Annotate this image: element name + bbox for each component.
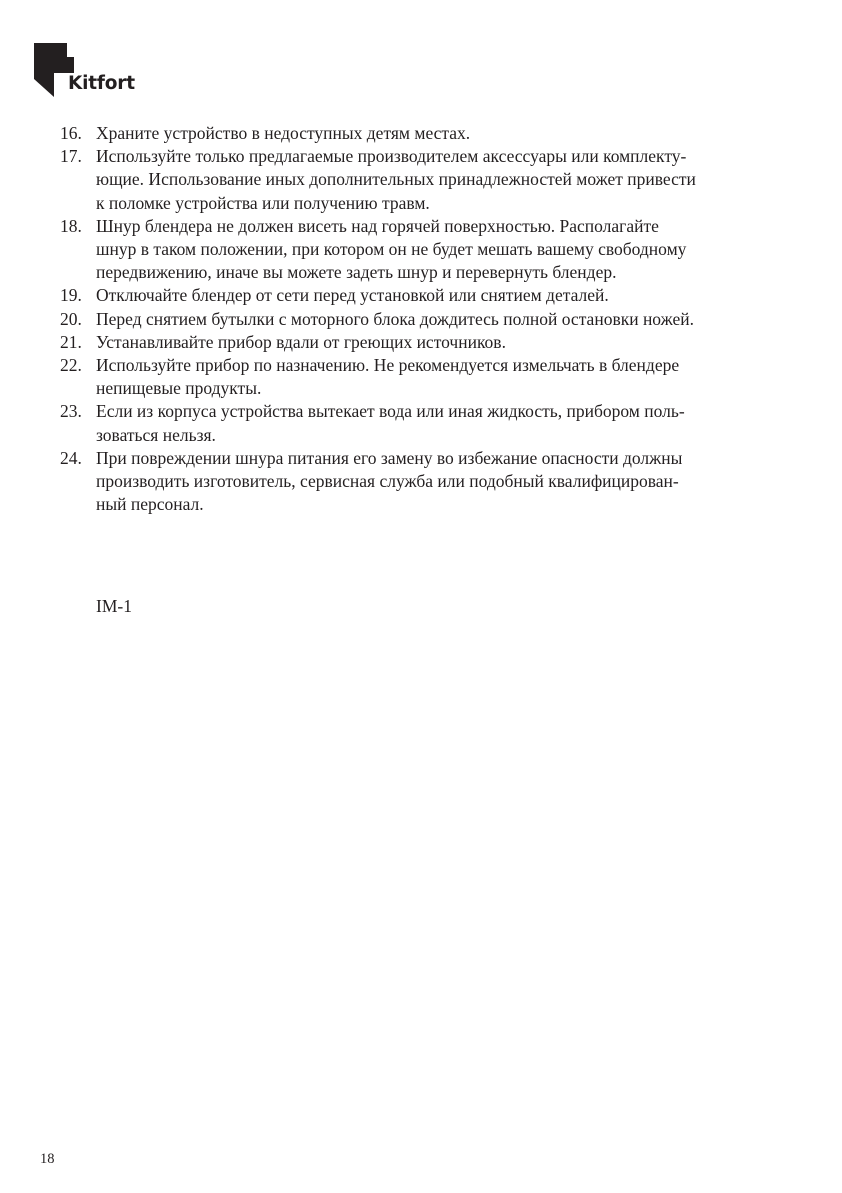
model-code: IM-1 xyxy=(96,596,132,616)
list-item-line: производить изготовитель, сервисная служба или подобный квалифицирован- xyxy=(96,471,679,491)
page-number: 18 xyxy=(40,1151,55,1167)
list-item-line: зоваться нельзя. xyxy=(96,424,216,445)
list-item-line: ющие. Использование иных дополнительных принадлежностей может привести xyxy=(96,169,696,190)
list-item-number: 24. xyxy=(60,447,82,468)
list-item-line: шнур в таком положении, при котором он не будет мешать вашему свободному xyxy=(96,239,687,259)
list-item-line: непищевые продукты. xyxy=(96,378,262,399)
list-item-line: Если из корпуса устройства вытекает вода или иная жидкость, прибором поль- xyxy=(96,401,685,422)
list-item-number: 21. xyxy=(60,331,82,352)
list-item-number: 23. xyxy=(60,401,82,422)
list-item-line: к поломке устройства или получению травм. xyxy=(96,192,430,213)
list-item-line: Перед снятием бутылки с моторного блока дождитесь полной остановки ножей. xyxy=(96,308,694,329)
list-item-line: ный персонал. xyxy=(96,494,204,515)
list-item-line: Используйте прибор по назначению. Не рекомендуется измельчать в блендере xyxy=(96,355,680,375)
list-item-number: 20. xyxy=(60,308,82,329)
list-item-number: 22. xyxy=(60,355,82,375)
list-item-line: Используйте только предлагаемые производителем аксессуары или комплекту- xyxy=(96,146,687,167)
list-item-line: При повреждении шнура питания его замену во избежание опасности должны xyxy=(96,447,683,468)
list-item-number: 19. xyxy=(60,285,82,306)
brand-name-text: Kitfort xyxy=(68,73,135,94)
list-item-number: 17. xyxy=(60,146,82,167)
list-item-line: Отключайте блендер от сети перед установкой или снятием деталей. xyxy=(96,285,609,306)
list-item-number: 18. xyxy=(60,215,82,236)
list-item-line: Храните устройство в недоступных детям местах. xyxy=(96,123,471,143)
list-item-line: передвижению, иначе вы можете задеть шнур и перевернуть блендер. xyxy=(96,262,617,283)
list-item-line: Устанавливайте прибор вдали от греющих источников. xyxy=(96,331,506,352)
list-item-line: Шнур блендера не должен висеть над горячей поверхностью. Располагайте xyxy=(96,215,659,236)
list-item-number: 16. xyxy=(60,123,82,143)
brand-name xyxy=(34,74,135,94)
